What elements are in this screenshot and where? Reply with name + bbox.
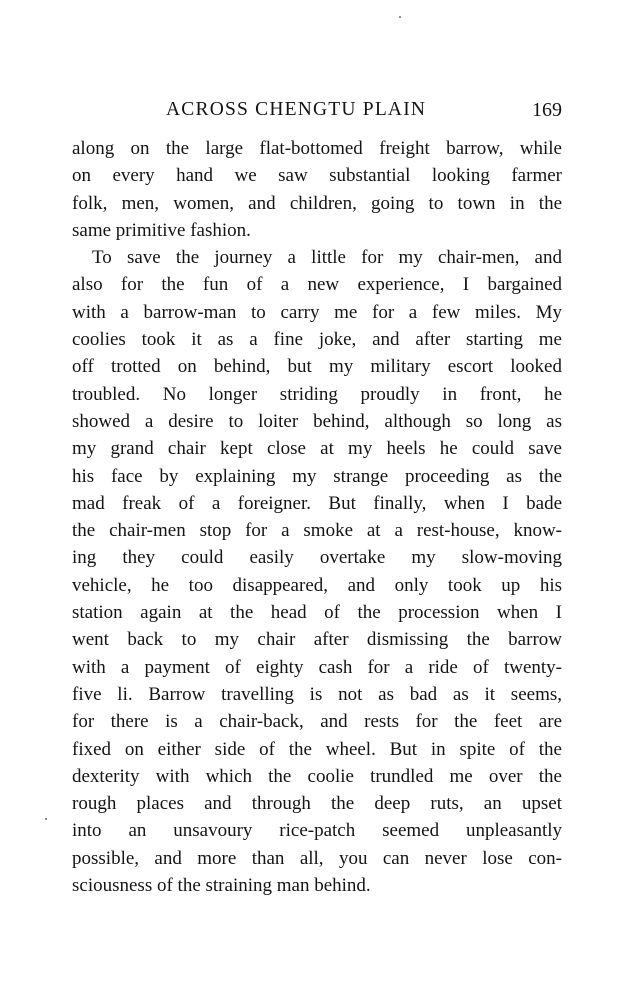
text-line: fixed on either side of the wheel. But in spite of the [72,738,562,760]
page-number: 169 [532,99,562,121]
text-line: same primitive fashion. [72,219,251,241]
text-line: dexterity with which the coolie trundled me over the [72,765,562,787]
text-line: with a barrow-man to carry me for a few miles. My [72,301,562,323]
text-line: station again at the head of the procession when I [72,602,562,624]
text-line: my grand chair kept close at my heels he could save [72,438,562,460]
running-head [72,96,562,124]
scan-speck [45,818,47,820]
text-line: five li. Barrow travelling is not as bad as it seems, [72,683,562,705]
scan-speck [399,16,401,18]
paragraph-1 [72,135,562,244]
text-line: also for the fun of a new experience, I bargained [72,274,562,296]
text-line: sciousness of the straining man behind. [72,875,371,897]
text-line: showed a desire to loiter behind, although so long as [72,410,562,432]
text-line: ing they could easily overtake my slow-moving [72,547,562,569]
text-line: mad freak of a foreigner. But finally, when I bade [72,492,562,514]
text-line: with a payment of eighty cash for a ride of twenty- [72,656,562,678]
text-line: folk, men, women, and children, going to town in the [72,192,562,214]
text-line: troubled. No longer striding proudly in front, he [72,383,562,405]
text-line: on every hand we saw substantial looking farmer [72,165,562,187]
text-line: coolies took it as a fine joke, and after starting me [72,329,562,351]
text-line: went back to my chair after dismissing the barrow [72,629,562,651]
text-line: the chair-men stop for a smoke at a rest-house, know- [72,520,562,542]
text-line: along on the large flat-bottomed freight barrow, while [72,138,562,159]
text-line: into an unsavoury rice-patch seemed unpleasantly [72,820,562,842]
text-line: his face by explaining my strange proceeding as the [72,465,562,487]
text-line: for there is a chair-back, and rests for the feet are [72,711,562,733]
text-line: rough places and through the deep ruts, an upset [72,793,562,815]
body-text [72,135,562,899]
text-line: To save the journey a little for my chair-men, and [92,247,562,269]
text-line: possible, and more than all, you can never lose con- [72,847,562,869]
running-title: ACROSS CHENGTU PLAIN [166,99,427,120]
text-line: vehicle, he too disappeared, and only took up his [72,574,562,596]
paragraph-2 [72,244,562,899]
text-line: off trotted on behind, but my military escort looked [72,356,562,378]
